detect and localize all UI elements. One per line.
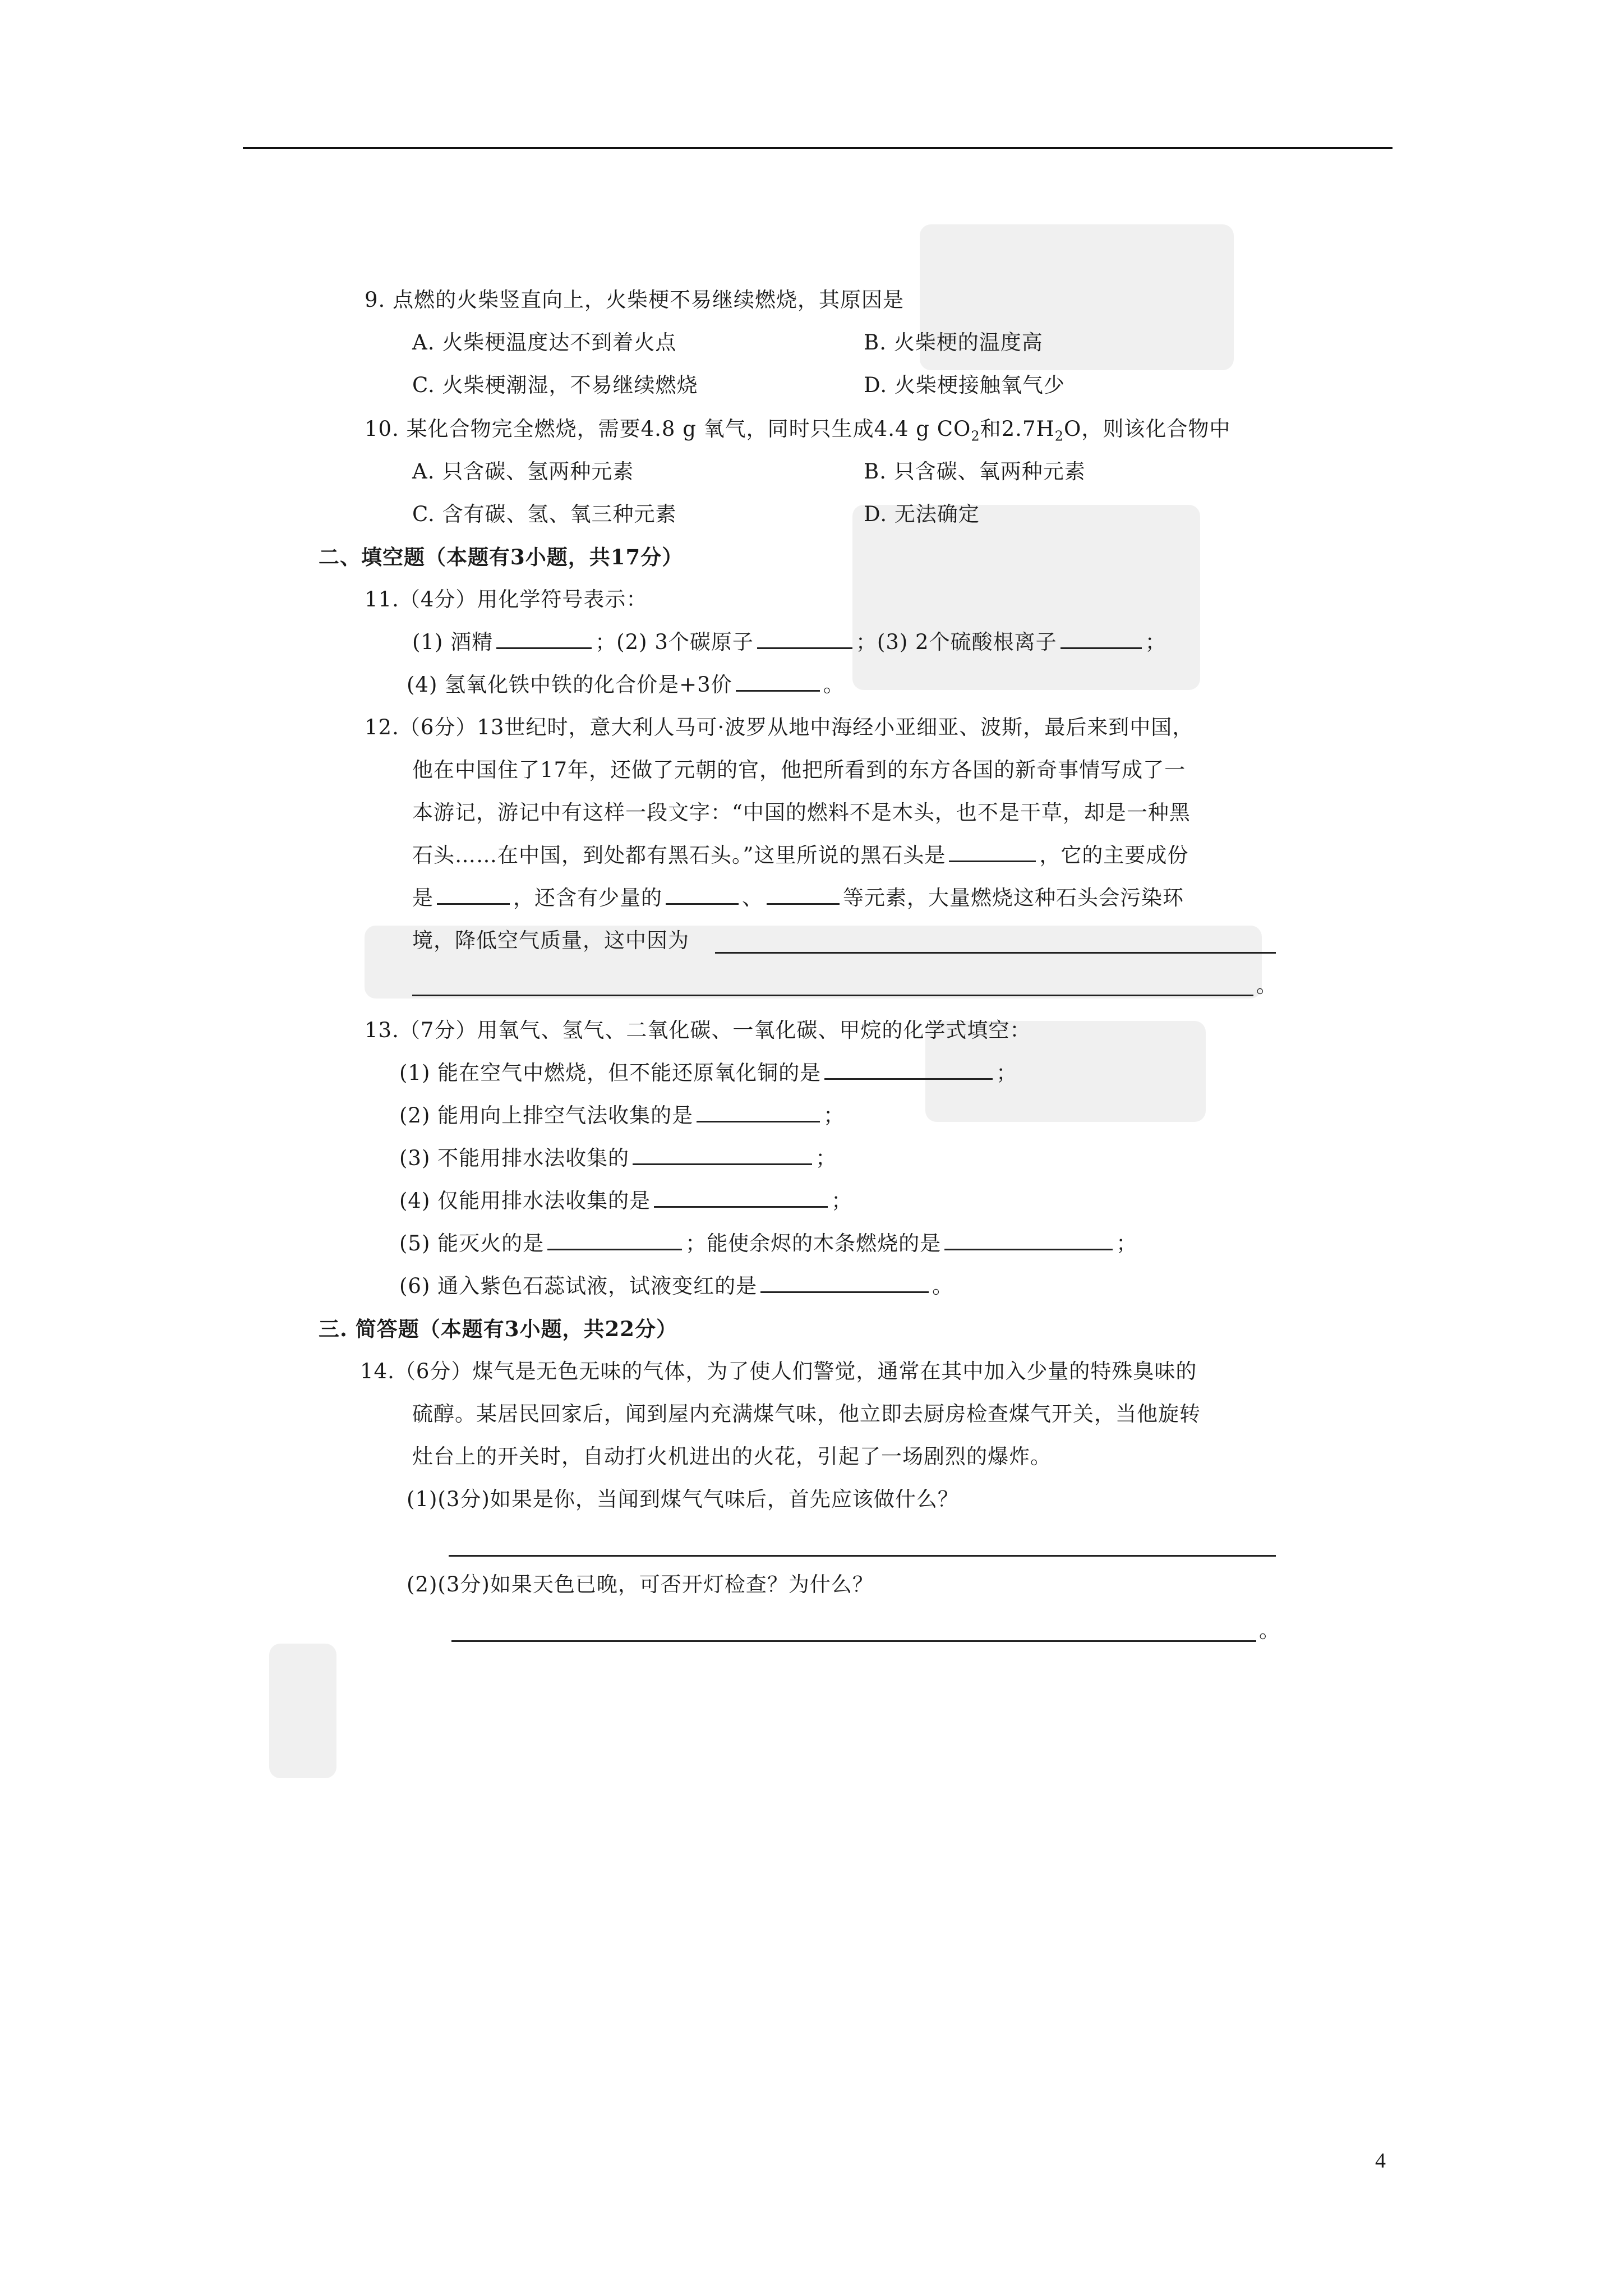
q11-parts-1-3 [412,627,1166,657]
q13-part5-label-b: ；能使余烬的木条燃烧的是 [685,1231,942,1255]
q13-part2-label: (2) 能用向上排空气法收集的是 [399,1103,694,1128]
q11-part2-label: ；(2) 3个碳原子 [595,630,754,654]
q11-answer-blank-4[interactable] [736,670,820,692]
q14-sub-question-1: (1)(3分)如果是你，当闻到煤气气味后，首先应该做什么？ [407,1487,959,1511]
q12-answer-blank-1[interactable] [949,840,1036,862]
q9-option-a: A. 火柴梗温度达不到着火点 [412,330,677,355]
q13-part3-end: ； [815,1146,837,1170]
q12-line-5-sep: 、 [742,886,763,910]
q9-option-d: D. 火柴梗接触氧气少 [864,373,1065,397]
q12-line-4 [412,840,1188,871]
q13-part4-label: (4) 仅能用排水法收集的是 [399,1189,651,1213]
q13-part4-end: ； [831,1189,853,1213]
q13-part6 [399,1271,953,1301]
q13-part1-label: (1) 能在空气中燃烧，但不能还原氧化铜的是 [399,1061,822,1085]
q11-answer-blank-3[interactable] [1061,627,1142,649]
q10-stem-part1: 10. 某化合物完全燃烧，需要4.8 g 氧气，同时只生成4.4 g CO [365,417,971,441]
q12-line-6: 境，降低空气质量，这中因为 [412,928,689,953]
page-number: 4 [1375,2149,1386,2173]
q12-line-5-text: 是 [412,886,434,910]
q11-part1-label: (1) 酒精 [412,630,494,654]
q13-part5-label: (5) 能灭火的是 [399,1231,545,1255]
q13-part3 [399,1143,837,1174]
q13-stem: 13.（7分）用氧气、氢气、二氧化碳、一氧化碳、甲烷的化学式填空： [365,1018,1031,1042]
q13-part6-end: 。 [932,1274,954,1298]
q14-sub-question-2: (2)(3分)如果天色已晚，可否开灯检查？为什么？ [407,1572,874,1596]
q12-line-1: 12.（6分）13世纪时，意大利人马可·波罗从地中海经小亚细亚、波斯，最后来到中国， [365,715,1194,739]
q13-answer-blank-5[interactable] [547,1228,682,1250]
q12-line-4-end: ，它的主要成份 [1039,843,1189,867]
header-rule [243,147,1393,149]
q9-option-c: C. 火柴梗潮湿，不易继续燃烧 [412,373,698,397]
q12-line-3: 本游记，游记中有这样一段文字：“中国的燃料不是木头，也不是干草，却是一种黑 [412,800,1191,825]
q12-answer-line-1[interactable] [715,952,1276,954]
q13-part1-end: ； [996,1061,1018,1085]
q13-part1 [399,1058,1017,1088]
q12-answer-blank-2[interactable] [437,883,510,905]
q10-stem-part2: 和2.7H [980,417,1055,441]
q12-line-2: 他在中国住了17年，还做了元朝的官，他把所看到的东方各国的新奇事情写成了一 [412,758,1186,782]
q13-answer-blank-3[interactable] [633,1143,812,1165]
q14-answer-line-2[interactable] [451,1640,1256,1642]
q10-stem-part3: O，则该化合物中 [1064,417,1231,441]
q9-stem: 9. 点燃的火柴竖直向上，火柴梗不易继续燃烧，其原因是 [365,288,905,312]
q11-part4-label: (4) 氢氧化铁中铁的化合价是+3价 [407,673,732,697]
q12-line-5-mid: ，还含有少量的 [513,886,662,910]
q11-answer-blank-2[interactable] [757,627,852,649]
section-heading-fill-in: 二、填空题（本题有3小题，共17分） [319,545,684,569]
q13-answer-blank-7[interactable] [760,1271,929,1293]
q13-part5 [399,1228,1137,1259]
q14-answer-line-1[interactable] [449,1555,1276,1557]
q13-answer-blank-6[interactable] [944,1228,1113,1250]
q13-part6-label: (6) 通入紫色石蕊试液，试液变红的是 [399,1274,758,1298]
q9-option-b: B. 火柴梗的温度高 [864,330,1043,355]
q12-line-5 [412,883,1184,913]
q14-line-1: 14.（6分）煤气是无色无味的气体，为了使人们警觉，通常在其中加入少量的特殊臭味的 [360,1359,1197,1383]
q10-option-b: B. 只含碳、氧两种元素 [864,459,1086,484]
q13-part3-label: (3) 不能用排水法收集的 [399,1146,630,1170]
q11-part3-end: ； [1145,630,1166,654]
q11-part4 [407,670,845,700]
scan-smudge [852,505,1200,690]
q12-answer-blank-3[interactable] [666,883,739,905]
q10-stem [365,414,1230,451]
q10-subscript-h2o: 2 [1054,428,1064,444]
q12-line-5-end: 等元素，大量燃烧这种石头会污染环 [843,886,1184,910]
q11-part4-end: 。 [823,673,845,697]
q13-part2 [399,1101,845,1131]
q13-part4 [399,1186,852,1216]
q11-stem: 11.（4分）用化学符号表示： [365,587,648,611]
q14-end-period: 。 [1259,1618,1280,1642]
q12-end-period: 。 [1256,973,1277,997]
q10-subscript-co2: 2 [971,428,980,444]
q14-line-3: 灶台上的开关时，自动打火机进出的火花，引起了一场剧烈的爆炸。 [412,1444,1052,1469]
q11-answer-blank-1[interactable] [496,627,592,649]
q12-line-4-text: 石头……在中国，到处都有黑石头。”这里所说的黑石头是 [412,843,946,867]
q12-answer-line-2[interactable] [412,995,1253,996]
q13-answer-blank-1[interactable] [824,1058,993,1080]
q13-answer-blank-4[interactable] [654,1186,828,1208]
q10-option-c: C. 含有碳、氢、氧三种元素 [412,502,677,526]
q10-option-a: A. 只含碳、氢两种元素 [412,459,634,484]
q11-part3-label: ；(3) 2个硫酸根离子 [855,630,1057,654]
section-heading-short-answer: 三. 简答题（本题有3小题，共22分） [319,1317,677,1341]
q13-part2-end: ； [823,1103,845,1128]
q13-part5-end: ； [1116,1231,1138,1255]
q14-line-2: 硫醇。某居民回家后，闻到屋内充满煤气味，他立即去厨房检查煤气开关，当他旋转 [412,1402,1201,1426]
q13-answer-blank-2[interactable] [697,1101,820,1122]
scan-smudge [269,1644,336,1778]
q10-option-d: D. 无法确定 [864,502,980,526]
q12-answer-blank-4[interactable] [767,883,840,905]
